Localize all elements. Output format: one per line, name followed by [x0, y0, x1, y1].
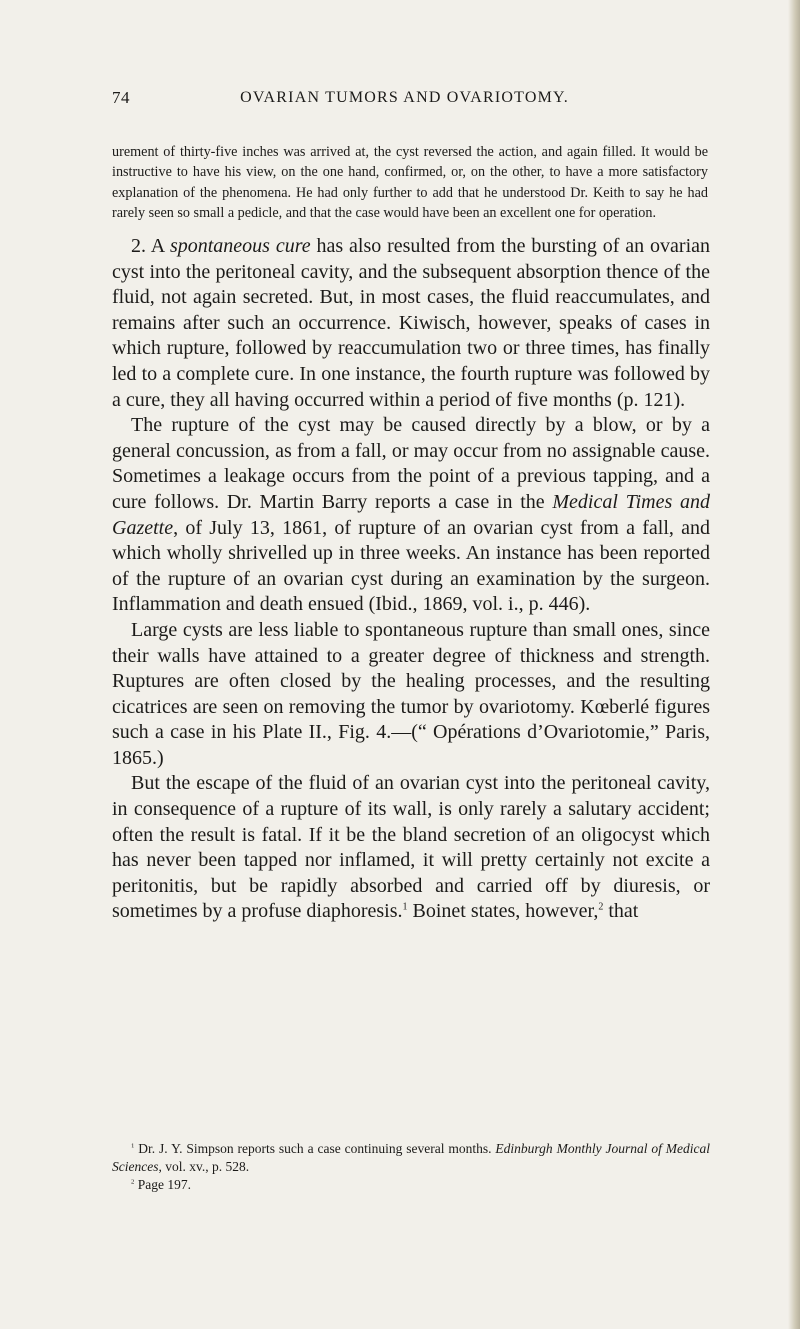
running-title: OVARIAN TUMORS AND OVARIOTOMY. [240, 89, 569, 106]
footnote-1-journal: Edinburgh Monthly Journal of Medical Sciences [112, 1141, 710, 1174]
footnote-1-mark: 1 [131, 1142, 135, 1150]
footnote-2 [112, 1176, 710, 1194]
footnote-1-citation: , vol. xv., p. 528. [158, 1159, 250, 1174]
page-edge-shadow [788, 0, 800, 1329]
continued-quotation [112, 142, 708, 224]
running-header [112, 88, 697, 112]
paragraph-spontaneous-cure [112, 234, 710, 413]
footnotes [112, 1140, 710, 1194]
footnote-ref-2: 2 [598, 901, 604, 913]
paragraph-rupture-causes [112, 413, 710, 618]
p4-c: that [603, 900, 639, 923]
footnote-1 [112, 1140, 710, 1176]
p1-rest: has also resulted from the bursting of an ovarian cyst into the peritoneal cavity, and the subsequent absorption thence of the fluid, not again secreted. But, in most cases, the fluid reaccumulates, and remains after such an occurrence. Kiwisch, however, speaks of cases in which rupture, followed by reaccumulation two or three times, has finally led to a complete cure. In one instance, the fourth rupture was followed by a cure, they all having occurred within a period of five months (p. 121). [112, 235, 710, 411]
paragraph-large-cysts: Large cysts are less liable to spontaneous rupture than small ones, since their walls have attained to a greater degree of thickness and strength. Ruptures are often closed by the healing processes, and the resulting cicatrices are seen on removing the tumor by ovariotomy. Kœberlé figures such a case in his Plate II., Fig. 4.—(“ Opérations d’Ovariotomie,” Paris, 1865.) [112, 618, 710, 769]
p2-b: , of July 13, 1861, of rupture of an ovarian cyst from a fall, and which wholly shrivelled up in three weeks. An instance has been reported of the rupture of an ovarian cyst during an examination by the surgeon. Inflammation and death ensued (Ibid., 1869, vol. i., p. 446). [112, 516, 710, 616]
footnote-2-text: Page 197. [134, 1177, 191, 1192]
p4-a: But the escape of the fluid of an ovarian cyst into the peritoneal cavity, in consequence of a rupture of its wall, is only rarely a salutary accident; often the result is fatal. If it be the bland secretion of an oligocyst which has never been tapped nor inflamed, it will pretty certainly not excite a peritonitis, but be rapidly absorbed and carried off by diuresis, or sometimes by a profuse diaphoresis. [112, 772, 710, 923]
main-text [112, 234, 710, 925]
quotation-paragraph: urement of thirty-five inches was arrived at, the cyst reversed the action, and again filled. It would be instructive to have his view, on the one hand, confirmed, or, on the other, to have a more satisfactory explanation of the phenomena. He had only further to add that he understood Dr. Keith to say he had rarely seen so small a pedicle, and that the case would have been an excellent one for operation. [112, 144, 708, 222]
p1-italic: spontaneous cure [169, 235, 311, 257]
footnote-2-mark: 2 [131, 1178, 135, 1186]
paragraph-escape-of-fluid [112, 771, 710, 925]
footnote-ref-1: 1 [402, 901, 408, 913]
p4-b: Boinet states, however, [407, 900, 599, 923]
page-number: 74 [112, 88, 130, 107]
p2-italic: Medical Times and Gazette [112, 490, 710, 539]
p1-lead: 2. A [131, 235, 170, 257]
p2-a: The rupture of the cyst may be caused directly by a blow, or by a general concussion, as from a fall, or may occur from no assignable cause. Sometimes a leakage occurs from the point of a previous tapping, and a cure follows. Dr. Martin Barry reports a case in the [112, 414, 710, 513]
footnote-1-text: Dr. J. Y. Simpson reports such a case continuing several months. [134, 1141, 496, 1156]
